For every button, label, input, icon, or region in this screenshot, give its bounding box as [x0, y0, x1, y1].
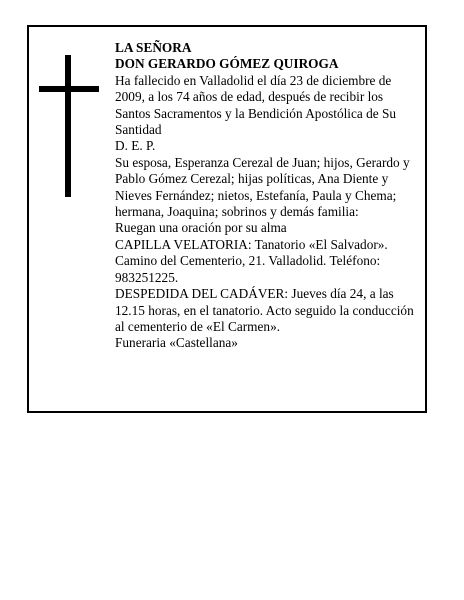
prayer-line: Ruegan una oración por su alma: [115, 220, 287, 236]
cross-vertical-bar: [65, 55, 71, 197]
farewell-info: DESPEDIDA DEL CADÁVER: Jueves día 24, a las 12.15 horas, en el tanatorio. Acto seguido la conducción al cementerio de «El Carmen».: [115, 286, 414, 334]
obituary-notice: [27, 25, 427, 413]
cross-icon: [39, 55, 99, 197]
notice-text: [115, 40, 419, 352]
chapel-info: CAPILLA VELATORIA: Tanatorio «El Salvador». Camino del Cementerio, 21. Valladolid. Teléfono: 983251225.: [115, 236, 388, 285]
death-info: Ha fallecido en Valladolid el día 23 de diciembre de 2009, a los 74 años de edad, después de recibir los Santos Sacramentos y la Bendición Apostólica de Su Santidad: [115, 72, 397, 138]
funeral-home: Funeraria «Castellana»: [115, 335, 238, 351]
deceased-name: DON GERARDO GÓMEZ QUIROGA: [115, 56, 339, 72]
honorific: LA SEÑORA: [115, 40, 192, 55]
family-list: Su esposa, Esperanza Cerezal de Juan; hijos, Gerardo y Pablo Gómez Cerezal; hijas políticas, Ana Diente y Nieves Fernández; nietos, Estefanía, Paula y Chema; hermana, Joaquina; sobrinos y demás familia:: [115, 154, 410, 220]
rip-line: D. E. P.: [115, 138, 156, 154]
cross-horizontal-bar: [39, 86, 99, 92]
